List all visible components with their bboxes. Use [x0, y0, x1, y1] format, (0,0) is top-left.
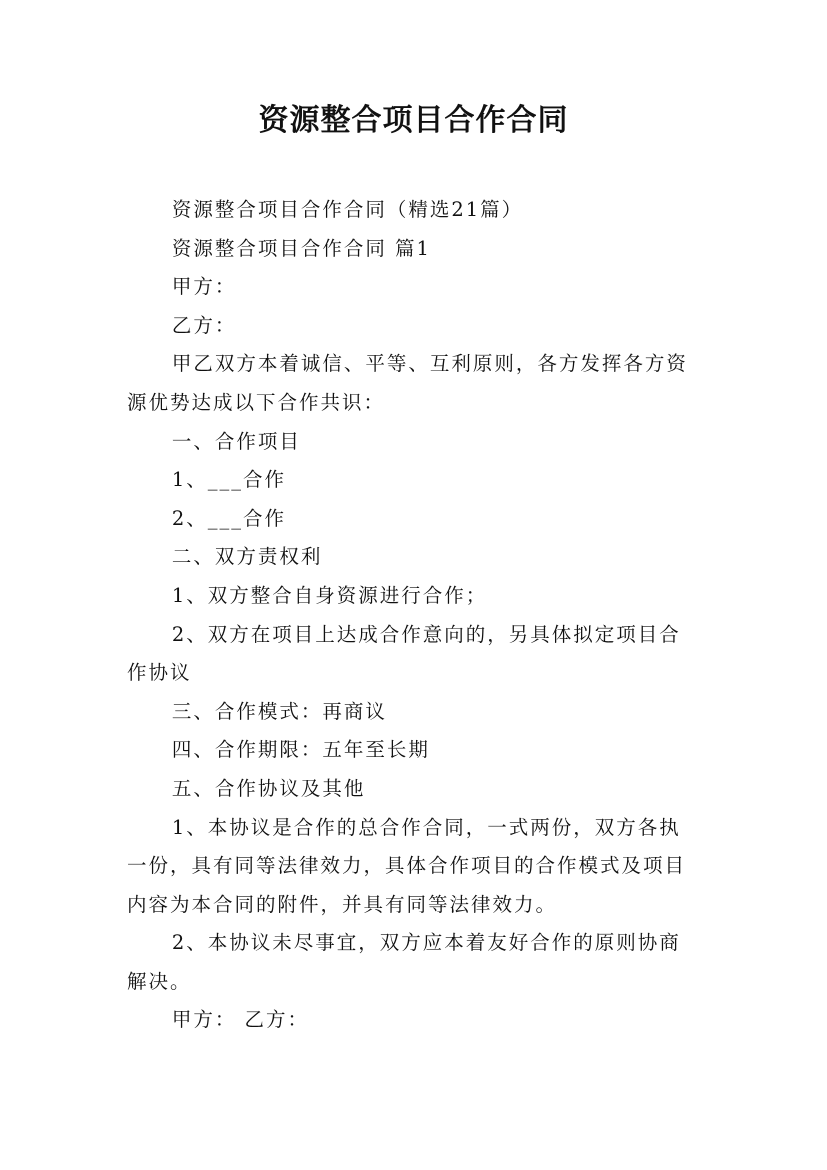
- clause-item: 2、本协议未尽事宜，双方应本着友好合作的原则协商解决。: [127, 931, 681, 993]
- document-title: 资源整合项目合作合同: [258, 103, 569, 138]
- clause-item: 1、本协议是合作的总合作合同，一式两份，双方各执一份，具有同等法律效力，具体合作项目的合作模式及项目内容为本合同的附件，并具有同等法律效力。: [127, 815, 687, 916]
- clause-item: 2、双方在项目上达成合作意向的，另具体拟定项目合作协议: [127, 622, 681, 685]
- party-a-line: 甲方：: [171, 275, 237, 299]
- section-heading: 资源整合项目合作合同 篇1: [171, 236, 431, 260]
- clause-heading-1: 一、合作项目: [171, 429, 301, 453]
- document-body: [127, 191, 701, 1040]
- clause-item: 1、双方整合自身资源进行合作；: [171, 583, 488, 607]
- clause-heading-2: 二、双方责权利: [171, 545, 323, 569]
- signature-line: 甲方： 乙方：: [171, 1008, 310, 1032]
- clause-item: 1、___合作: [171, 468, 287, 492]
- clause-heading-3: 三、合作模式：再商议: [171, 699, 387, 723]
- clause-heading-5: 五、合作协议及其他: [171, 776, 366, 800]
- clause-heading-4: 四、合作期限：五年至长期: [171, 738, 430, 762]
- preamble-paragraph: 甲乙双方本着诚信、平等、互利原则，各方发挥各方资源优势达成以下合作共识：: [127, 352, 688, 414]
- subtitle-line: 资源整合项目合作合同（精选21篇）: [171, 198, 524, 221]
- party-b-line: 乙方：: [171, 313, 237, 337]
- clause-item: 2、___合作: [171, 506, 287, 530]
